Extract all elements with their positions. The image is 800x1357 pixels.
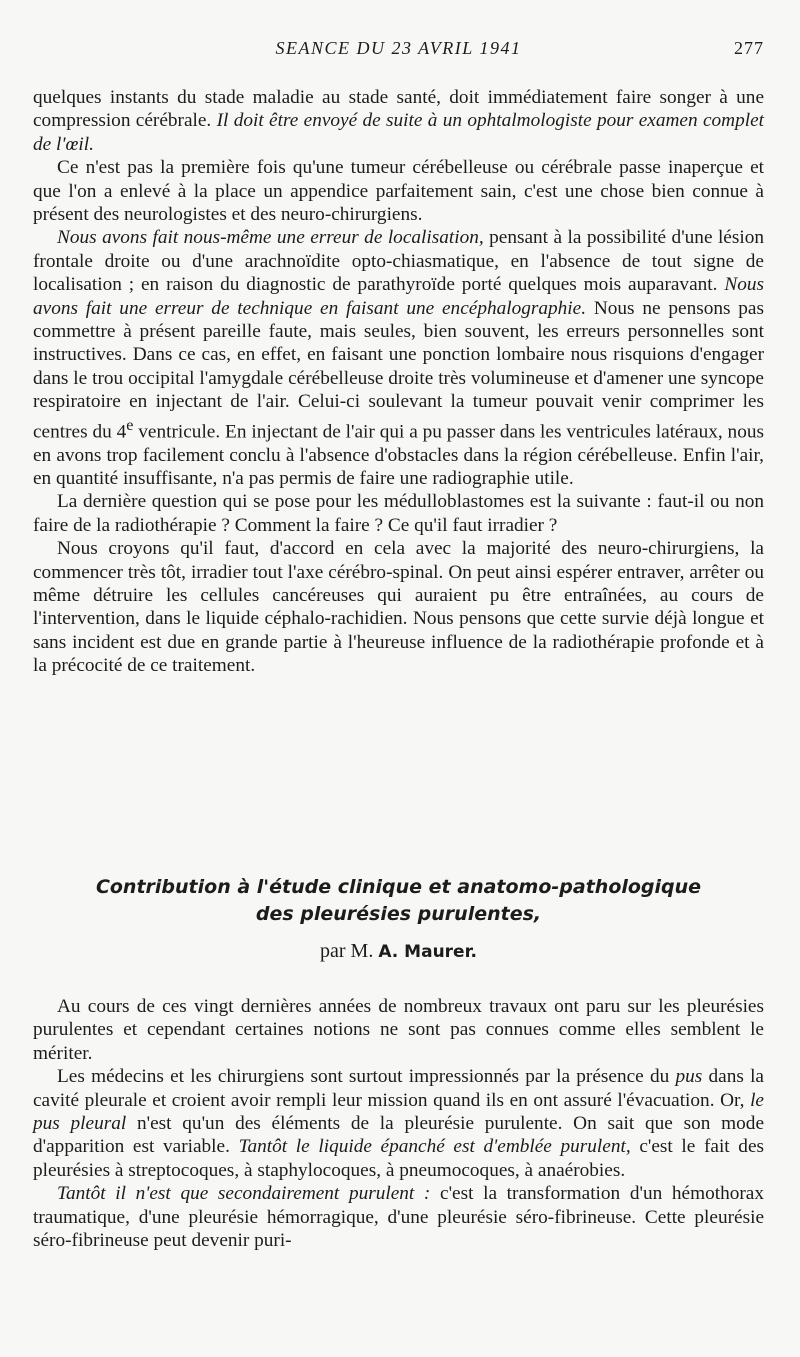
paragraph: Tantôt il n'est que secondairement purulent : c'est la transformation d'un hémothorax traumatique, d'une pleurésie hémorragique, d'une pleurésie séro-fibrineuse. Cette pleurésie séro-fibrineuse peut devenir puri-	[33, 1183, 764, 1252]
page-number: 277	[734, 38, 764, 58]
paragraph-continued: quelques instants du stade maladie au stade santé, doit immédiatement faire songer à une compression cérébrale. Il doit être envoyé de suite à un ophtalmologiste pour examen complet de l'œil.	[33, 87, 764, 155]
page-header	[33, 38, 764, 62]
paragraph: Au cours de ces vingt dernières années de nombreux travaux ont paru sur les pleurésies purulentes et cependant certaines notions ne sont pas connues comme elles semblent le mériter.	[33, 996, 764, 1064]
article-title: Contribution à l'étude clinique et anatomo-pathologique des pleurésies purulentes,	[95, 876, 702, 925]
running-title: SEANCE DU 23 AVRIL 1941	[275, 38, 522, 58]
section-medulloblastome-discussion	[33, 86, 764, 678]
paragraph: La dernière question qui se pose pour les médulloblastomes est la suivante : faut-il ou non faire de la radiothérapie ? Comment la faire ? Ce qu'il faut irradier ?	[33, 491, 764, 536]
article	[33, 874, 764, 1252]
paragraph: Nous croyons qu'il faut, d'accord en cela avec la majorité des neuro-chirurgiens, la commencer très tôt, irradier tout l'axe cérébro-spinal. On peut ainsi espérer entraver, arrêter ou même détruire les cellules cancéreuses qui auraient pu être entraînées, au cours de l'intervention, dans le liquide céphalo-rachidien. Nous pensons que cette survie déjà longue et sans incident est due en grande partie à l'heureuse influence de la radiothérapie profonde et à la précocité de ce traitement.	[33, 538, 764, 677]
paragraph: Nous avons fait nous-même une erreur de localisation, pensant à la possibilité d'une lésion frontale droite ou d'une arachnoïdite opto-chiasmatique, en l'absence de tout signe de localisation ; en raison du diagnostic de parathyroïde porté quelques mois auparavant. Nous avons fait une erreur de technique en faisant une encéphalographie. Nous ne pensons pas commettre à présent pareille faute, mais seules, bien souvent, les erreurs personnelles sont instructives. Dans ce cas, en effet, en faisant une ponction lombaire nous risquions d'engager dans le trou occipital l'amygdale cérébelleuse droite très volumineuse et d'amener une syncope respiratoire en injectant de l'air. Celui-ci soulevant la tumeur pouvait venir comprimer les centres du 4e ventricule. En injectant de l'air qui a pu passer dans les ventricules latéraux, nous en avons trop facilement conclu à l'absence d'obstacles dans la région cérébelleuse. Enfin l'air, en quantité insuffisante, n'a pas permis de faire une radiographie utile.	[33, 227, 764, 489]
paragraph: Ce n'est pas la première fois qu'une tumeur cérébelleuse ou cérébrale passe inaperçue et que l'on a enlevé à la place un appendice parfaitement sain, c'est une chose bien connue à présent des neurologistes et des neuro-chirurgiens.	[33, 157, 764, 226]
author-name: A. Maurer.	[378, 942, 477, 962]
article-body	[33, 995, 764, 1252]
byline: par M. A. Maurer.	[320, 940, 477, 962]
paragraph: Les médecins et les chirurgiens sont surtout impressionnés par la présence du pus dans la cavité pleurale et croient avoir rempli leur mission quand ils en ont assuré l'évacuation. Or, le pus pleural n'est qu'un des éléments de la pleurésie purulente. On sait que son mode d'apparition est variable. Tantôt le liquide épanché est d'emblée purulent, c'est le fait des pleurésies à streptocoques, à staphylocoques, à pneumocoques, à anaérobies.	[33, 1066, 765, 1181]
